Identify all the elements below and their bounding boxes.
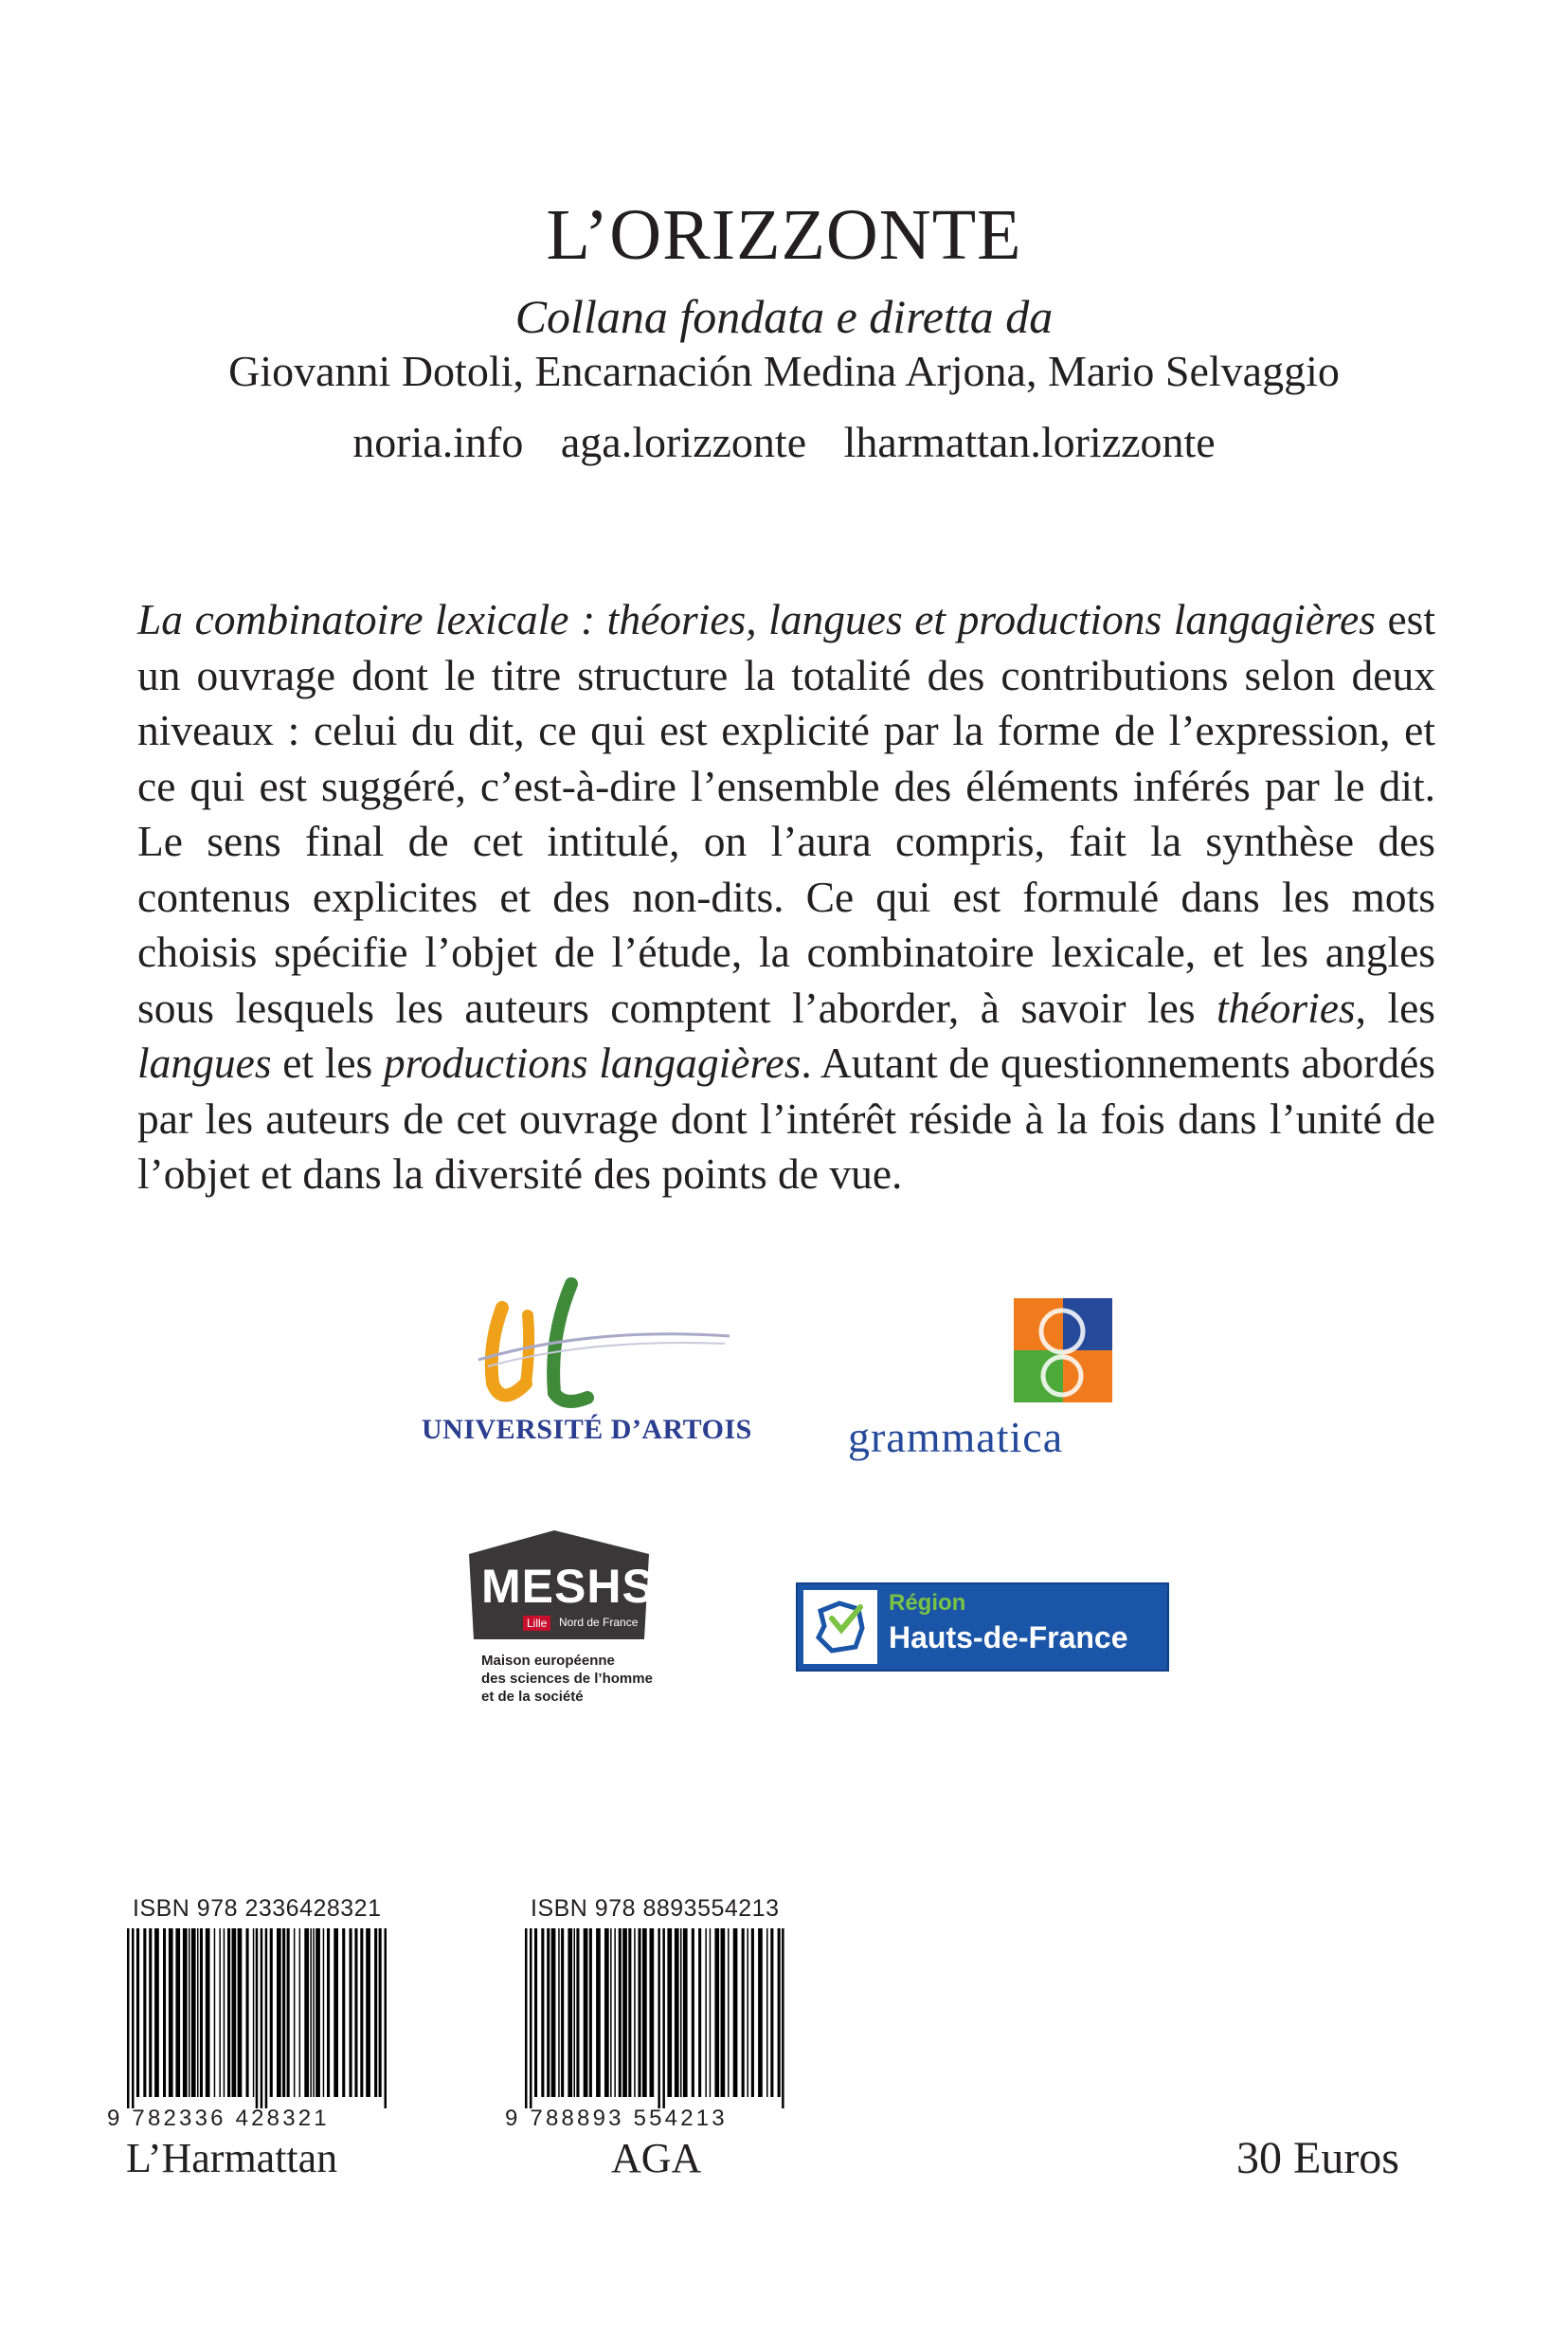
barcode-bar: [534, 1928, 537, 2097]
barcode-bar: [169, 1928, 173, 2097]
barcode-bar: [379, 1928, 382, 2097]
publisher-harmattan: L’Harmattan: [126, 2135, 338, 2181]
barcode-bar: [628, 1928, 631, 2097]
series-directors: Giovanni Dotoli, Encarnación Medina Arjona, Mario Selvaggio: [228, 347, 1340, 395]
barcode-bar: [366, 1928, 370, 2097]
barcode-bar: [604, 1928, 609, 2097]
barcode-bar: [350, 1928, 352, 2097]
barcode-bar: [675, 1928, 679, 2097]
link-lharmattan[interactable]: lharmattan.lorizzonte: [843, 418, 1216, 466]
barcode-bar: [246, 1928, 249, 2097]
artois-mark-icon: [422, 1270, 744, 1412]
barcode-bar: [634, 1928, 636, 2097]
barcode-bar: [294, 1928, 296, 2097]
barcode-bar: [265, 1928, 268, 2108]
barcode-bar: [610, 1928, 612, 2097]
france-map-icon: [803, 1590, 877, 1664]
series-subtitle: Collana fondata e diretta da: [514, 290, 1054, 343]
barcode-harmattan: [121, 1928, 391, 2108]
barcode-bar: [650, 1928, 655, 2097]
barcode-bar: [374, 1928, 377, 2097]
series-title: L’ORIZZONTE: [546, 195, 1022, 275]
barcode-digits-aga: 9 788893 554213: [505, 2106, 728, 2131]
artois-wordmark: UNIVERSITÉ D’ARTOIS: [422, 1414, 752, 1445]
barcode-bar: [183, 1928, 188, 2097]
barcode-bar: [315, 1928, 320, 2097]
region-label: Région: [889, 1590, 966, 1616]
barcode-aga: [519, 1928, 789, 2108]
barcode-bar: [576, 1928, 579, 2097]
barcode-bar: [547, 1928, 550, 2097]
barcode-bar: [299, 1928, 301, 2097]
barcode-bar: [574, 1928, 576, 2097]
barcode-bar: [662, 1928, 665, 2108]
barcode-bar: [214, 1928, 216, 2097]
blurb-text-4: . Autant de questionnements abordés par les auteurs de cet ouvrage dont l’intérêt réside à la fois dans l’unité de l’objet et dans la diversité des points de vue.: [137, 1039, 1435, 1198]
barcode-bar: [705, 1928, 707, 2097]
barcode-bar: [191, 1928, 196, 2097]
barcode-bar: [698, 1928, 701, 2097]
region-name: Hauts-de-France: [889, 1620, 1128, 1654]
barcode-bar: [525, 1928, 528, 2108]
barcode-bar: [149, 1928, 152, 2097]
barcode-bar: [683, 1928, 688, 2097]
barcode-bar: [589, 1928, 592, 2097]
meshs-nord: Nord de France: [559, 1616, 639, 1629]
barcode-bar: [256, 1928, 259, 2108]
barcode-bar: [596, 1928, 601, 2097]
meshs-desc-2: des sciences de l’homme: [481, 1671, 653, 1687]
barcode-bar: [568, 1928, 572, 2097]
barcode-digits-harmattan: 9 782336 428321: [107, 2106, 330, 2131]
barcode-bar: [551, 1928, 556, 2097]
barcode-bar: [333, 1928, 338, 2097]
barcode-bar: [270, 1928, 273, 2097]
barcode-bar: [200, 1928, 203, 2097]
barcode-bar: [751, 1928, 754, 2097]
barcode-bar: [710, 1928, 712, 2097]
barcode-bar: [714, 1928, 719, 2097]
barcode-bar: [232, 1928, 237, 2097]
barcode-bar: [127, 1928, 130, 2108]
meshs-desc-3: et de la société: [481, 1689, 584, 1705]
barcode-bar: [253, 1928, 255, 2097]
blurb-text-2: , les: [1355, 983, 1435, 1032]
barcode-bar: [692, 1928, 694, 2097]
barcode-bar: [642, 1928, 647, 2097]
barcode-bar: [561, 1928, 564, 2097]
barcode-bar: [189, 1928, 190, 2097]
barcode-bar: [584, 1928, 588, 2097]
meshs-lille: Lille: [523, 1616, 550, 1631]
meshs-desc-1: Maison européenne: [481, 1653, 615, 1669]
barcode-bar: [342, 1928, 345, 2097]
price: 30 Euros: [1236, 2133, 1399, 2183]
barcode-bar: [721, 1928, 726, 2097]
barcode-bar: [658, 1928, 660, 2108]
barcode-bar: [154, 1928, 159, 2097]
barcode-bar: [310, 1928, 312, 2097]
barcode-bar: [748, 1928, 749, 2097]
meshs-logo: [464, 1530, 682, 1720]
blurb-em-theories: théories: [1217, 983, 1356, 1032]
barcode-bar: [667, 1928, 672, 2097]
link-aga[interactable]: aga.lorizzonte: [560, 418, 807, 466]
barcode-bar: [132, 1928, 135, 2108]
series-links: [0, 417, 1568, 467]
region-hauts-de-france-logo: [796, 1582, 1169, 1672]
isbn-label-harmattan: ISBN 978 2336428321: [133, 1895, 382, 1922]
barcode-bar: [728, 1928, 730, 2097]
grammatica-wordmark: grammatica: [848, 1413, 1064, 1461]
barcode-bar: [758, 1928, 763, 2097]
meshs-description: [481, 1652, 653, 1706]
blurb-text-3: et les: [271, 1039, 384, 1087]
meshs-name: MESHS: [481, 1560, 655, 1613]
barcode-bar: [622, 1928, 627, 2097]
barcode-bar: [742, 1928, 745, 2097]
barcode-bar: [261, 1928, 263, 2108]
barcode-bar: [354, 1928, 357, 2097]
barcode-bar: [313, 1928, 315, 2097]
barcode-bar: [323, 1928, 325, 2097]
barcode-bar: [558, 1928, 560, 2097]
barcode-bar: [143, 1928, 146, 2097]
barcode-bar: [766, 1928, 768, 2097]
barcode-bar: [385, 1928, 387, 2108]
barcode-bar: [733, 1928, 738, 2097]
barcode-bar: [136, 1928, 139, 2097]
barcode-bar: [304, 1928, 309, 2097]
grammatica-logo: [848, 1298, 1123, 1478]
barcode-bar: [287, 1928, 290, 2097]
barcode-bar: [680, 1928, 682, 2097]
blurb-em-langues: langues: [137, 1039, 272, 1087]
link-noria[interactable]: noria.info: [352, 418, 524, 466]
barcode-bar: [782, 1928, 784, 2108]
barcode-bar: [541, 1928, 544, 2097]
back-cover-blurb: [137, 592, 1435, 1202]
barcode-bar: [360, 1928, 363, 2097]
barcode-bar: [619, 1928, 622, 2097]
barcode-bar: [277, 1928, 281, 2097]
blurb-text-1: est un ouvrage dont le titre structure la totalité des contributions selon deux niveaux : celui du dit, ce qui est explicité par la forme de l’expression, et ce qui est suggéré, c’est-à-dire l’ensemble des éléments inférés par le dit. Le sens final de cet intitulé, on l’aura compris, fait la synthèse des contenus explicites et des non-dits. Ce qui est formulé dans les mots choisis spécifie l’objet de l’étude, la combinatoire lexicale, et les angles sous lesquels les auteurs comptent l’aborder, à savoir les: [137, 595, 1435, 1032]
barcode-bar: [770, 1928, 773, 2097]
grammatica-mark-icon: [848, 1298, 1123, 1412]
blurb-em-productions: productions langagières: [383, 1039, 802, 1087]
barcode-bar: [238, 1928, 243, 2097]
barcode-bar: [639, 1928, 641, 2097]
barcode-bar: [227, 1928, 230, 2097]
barcode-bar: [219, 1928, 221, 2097]
barcode-bar: [778, 1928, 781, 2097]
universite-artois-logo: [422, 1270, 752, 1459]
publisher-aga: AGA: [611, 2135, 702, 2181]
barcode-bar: [175, 1928, 180, 2097]
barcode-bar: [327, 1928, 330, 2097]
barcode-bar: [224, 1928, 225, 2097]
barcode-bar: [614, 1928, 616, 2097]
isbn-label-aga: ISBN 978 8893554213: [531, 1895, 780, 1922]
barcode-bar: [530, 1928, 532, 2108]
barcode-bar: [163, 1928, 166, 2097]
barcode-bar: [282, 1928, 285, 2097]
barcode-bar: [197, 1928, 199, 2097]
book-title: La combinatoire lexicale : théories, langues et productions langagières: [137, 595, 1376, 643]
barcode-bar: [206, 1928, 210, 2097]
